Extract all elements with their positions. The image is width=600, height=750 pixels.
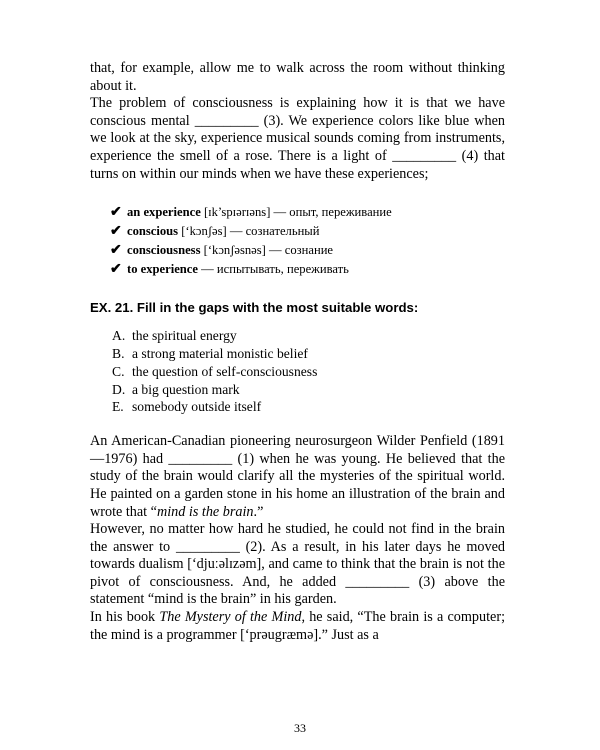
vocab-term: an experience — [127, 205, 201, 220]
vocab-item — [110, 222, 505, 241]
intro-continuation: that, for example, allow me to walk across the room without thinking about it. — [90, 60, 505, 94]
page-number: 33 — [294, 721, 306, 735]
vocab-definition: [‘kɔnʃəs] — сознательный — [178, 224, 320, 239]
checkmark-icon: ✔ — [110, 262, 122, 278]
passage-paragraph-1 — [90, 433, 505, 521]
passage-text: , he said, “The brain is a computer; the mind is a programmer [‘prəugræmə].” Just as a — [90, 609, 506, 643]
vocab-term: conscious — [127, 224, 179, 239]
vocab-term: consciousness — [127, 243, 201, 258]
book-title: The Mystery of the Mind — [159, 609, 302, 626]
checkmark-icon: ✔ — [110, 205, 122, 221]
passage-text: An American-Canadian pioneering neurosurgeon Wilder Penfield (1891—1976) had _________ (1) when he was young. He believed that the study of the brain would clarify all the mysteries of the spiritual world. He painted on a garden stone in his home an illustration of the brain and wrote that “ — [90, 433, 505, 520]
option-letter: C. — [112, 363, 125, 379]
option-item — [112, 381, 505, 399]
vocab-definition: — испытывать, переживать — [197, 262, 349, 277]
vocab-item — [110, 260, 505, 279]
vocab-item — [110, 241, 505, 260]
option-text: somebody outside itself — [132, 399, 262, 415]
option-letter: B. — [112, 345, 125, 361]
option-text: the spiritual energy — [132, 328, 237, 344]
vocab-definition: [‘kɔnʃəsnəs] — сознание — [200, 243, 334, 258]
checkmark-icon: ✔ — [110, 224, 122, 240]
passage-text: .” — [253, 503, 264, 520]
page-content — [90, 60, 505, 644]
vocabulary-list — [110, 203, 505, 279]
option-item — [112, 327, 505, 345]
options-list — [112, 327, 505, 416]
vocab-term: to experience — [127, 262, 198, 277]
checkmark-icon: ✔ — [110, 243, 122, 259]
option-letter: E. — [112, 399, 124, 415]
option-text: a big question mark — [132, 381, 240, 397]
vocab-definition: [ɪk’spɪərɪəns] — опыт, переживание — [200, 205, 392, 220]
passage-text: In his book — [90, 609, 160, 626]
option-letter: D. — [112, 381, 126, 397]
passage-paragraph-2: However, no matter how hard he studied, he could not find in the brain the answer to _________ (2). As a result, in his later days he moved towards dualism [‘djuːəlɪzəm], and came to think that the brain is not the pivot of consciousness. And, he added _________ (3) above the statement “mind is the brain” in his garden. — [90, 521, 505, 608]
exercise-heading: EX. 21. Fill in the gaps with the most suitable words: — [90, 300, 419, 316]
passage-italic-quote: mind is the brain — [156, 503, 254, 520]
option-text: a strong material monistic belief — [132, 345, 308, 361]
vocab-item — [110, 203, 505, 222]
intro-paragraph: The problem of consciousness is explaining how it is that we have conscious mental _________ (3). We experience colors like blue when we look at the sky, experience musical sounds coming from instruments, experience the smell of a rose. There is a light of _________ (4) that turns on within our minds when we have these experiences; — [90, 95, 505, 182]
passage-paragraph-3 — [90, 609, 505, 644]
option-letter: A. — [112, 328, 126, 344]
option-text: the question of self-consciousness — [132, 363, 318, 379]
option-item — [112, 345, 505, 363]
reading-passage — [90, 433, 505, 644]
option-item — [112, 363, 505, 381]
option-item — [112, 398, 505, 416]
